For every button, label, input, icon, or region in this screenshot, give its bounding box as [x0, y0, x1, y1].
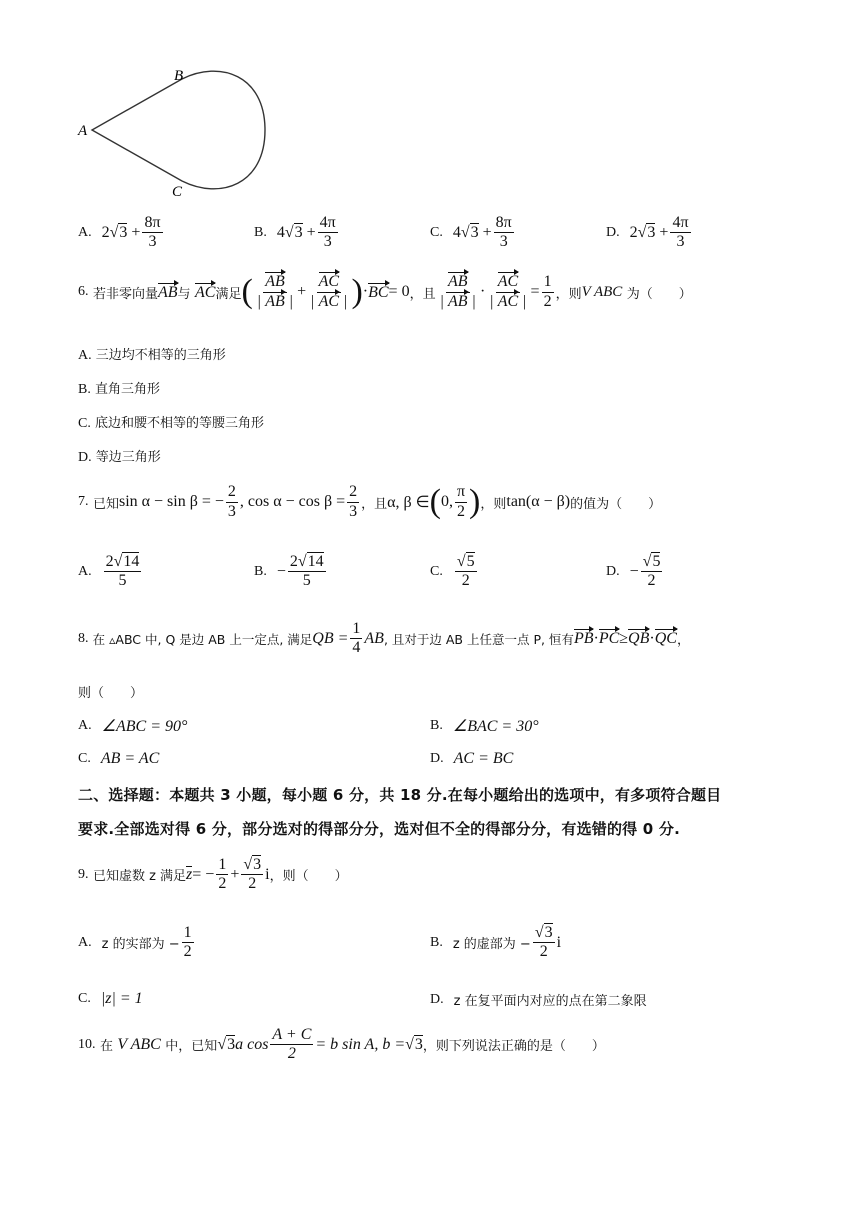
- q6-option-c[interactable]: C. 底边和腰不相等的等腰三角形: [78, 416, 264, 431]
- q10-text-2: 中，已知: [165, 1039, 218, 1055]
- q5-option-c-label: C.: [430, 224, 443, 240]
- q5-option-b[interactable]: B. 4 √ 3 + $\frac{4\pi}{3}$: [254, 214, 336, 251]
- q8-vec-qb: QB: [628, 630, 650, 648]
- q7-option-a[interactable]: A. $\frac{2√14}{5}$: [78, 553, 140, 590]
- section2-line-1: 二、选择题：本题共 3 小题，每小题 6 分，共 18 分.在每小题给出的选项中，有多项符合题目: [78, 786, 722, 804]
- q10-triangle: V ABC: [117, 1035, 161, 1053]
- q5-option-a-rad: 3: [119, 224, 128, 242]
- q9-zbar: z: [186, 866, 193, 884]
- q8-vec-qc: QC: [654, 630, 677, 648]
- point-b-label: B: [174, 68, 184, 84]
- q10-text-3: ，则下列说法正确的是（ ）: [422, 1039, 605, 1055]
- q6-number: 6.: [78, 284, 89, 299]
- q6-vec-bc: BC: [368, 283, 389, 301]
- q5-option-d-coef: 2: [629, 223, 638, 241]
- q8-number: 8.: [78, 630, 89, 646]
- q8-option-b[interactable]: B. ∠BAC = 30°: [430, 718, 539, 735]
- q5-option-a-num: 8π: [142, 214, 162, 233]
- q5-option-b-label: B.: [254, 224, 267, 240]
- q7-expr-1: sin α − sin β = −: [118, 493, 224, 510]
- q8-qb: QB =: [312, 629, 349, 647]
- q5-option-d[interactable]: D. 2 √ 3 + $\frac{4\pi}{3}$: [606, 214, 689, 251]
- q6-text-4: ，且: [409, 286, 436, 302]
- q5-option-a[interactable]: A. 2 √ 3 + $\frac{8\pi}{3}$: [78, 214, 161, 251]
- q6-half-num: 1: [542, 273, 554, 292]
- q6-frac3-den: AB: [448, 292, 468, 310]
- q6-frac3-num: AB: [448, 273, 468, 291]
- q6-frac1-den: AB: [265, 292, 285, 310]
- q7-option-b[interactable]: B. − $\frac{2√14}{5}$: [254, 553, 324, 590]
- q8-ab: AB: [364, 629, 384, 647]
- q9-option-c[interactable]: C. |z| = 1: [78, 990, 143, 1007]
- q8-line-2: 则（ ）: [78, 686, 144, 701]
- q7-expr-3: α, β ∈: [387, 494, 430, 511]
- q5-option-c-den: 3: [499, 233, 508, 251]
- q7-option-d[interactable]: D. − $\frac{√5}{2}$: [606, 553, 661, 590]
- q7-expr-4: tan(α − β): [506, 493, 571, 510]
- q10-expr-2: = b sin A, b =: [315, 1035, 406, 1053]
- q9-option-d[interactable]: D. z 在复平面内对应的点在第二象限: [430, 991, 647, 1009]
- q9-plus: +: [230, 865, 240, 883]
- q8-vec-pc: PC: [598, 630, 620, 648]
- q5-option-b-coef: 4: [276, 223, 285, 241]
- q8-frac-num: 1: [350, 620, 362, 639]
- q8-text-3: ，: [676, 633, 690, 649]
- teardrop-curve: [92, 71, 265, 189]
- q9-frac2-den: 2: [248, 875, 257, 893]
- q6-frac2-den: AC: [318, 292, 340, 310]
- q5-option-d-den: 3: [676, 233, 685, 251]
- q6-text-2: 与: [177, 286, 191, 302]
- q6-vec-ab: AB: [157, 283, 178, 301]
- q9-stem: 9. 已知虚数 z 满足 z = − $\frac{1}{2}$ + $\frac{√3}{2}$ i ，则（ ）: [78, 856, 348, 893]
- q10-text-1: 在: [99, 1039, 113, 1055]
- q10-rad-2: 3: [414, 1036, 423, 1054]
- q6-frac4-num: AC: [497, 273, 519, 291]
- q7-frac1-den: 3: [227, 502, 236, 520]
- q7-frac2-num: 2: [347, 483, 359, 502]
- q9-frac1-num: 1: [216, 856, 228, 875]
- q6-option-b[interactable]: B. 直角三角形: [78, 382, 160, 397]
- q6-vec-ac: AC: [194, 283, 216, 301]
- q10-expr-1: a cos: [235, 1035, 269, 1053]
- q5-option-a-den: 3: [148, 233, 157, 251]
- q8-text-2: , 且对于边 AB 上任意一点 P, 恒有: [383, 631, 574, 647]
- q7-text-1: 已知: [92, 496, 119, 512]
- q7-text-3: ，则: [480, 496, 507, 512]
- q8-ge: ≥: [619, 629, 629, 647]
- point-a-label: A: [78, 123, 88, 139]
- q6-frac4-den: AC: [497, 292, 519, 310]
- q5-option-b-rad: 3: [294, 224, 303, 242]
- q6-frac2-num: AC: [318, 273, 340, 291]
- q6-stem: 6. 若非零向量 AB 与 AC 满足 ( $\frac{AB}{| AB |}$ + $\frac{AC}{| AC |}$ ) · BC = 0 ，且 $\frac{AB}{| AB |}$ · $\frac{AC}{| AC |}$ = $\frac{1}{2}$ ，则 V ABC 为（ ）: [78, 273, 692, 310]
- q5-option-b-den: 3: [323, 233, 332, 251]
- q10-frac-num: A + C: [270, 1026, 313, 1045]
- q9-rad: 3: [253, 856, 262, 873]
- point-c-label: C: [172, 184, 183, 200]
- q9-eq: = −: [192, 865, 215, 883]
- q7-text-4: 的值为（ ）: [570, 496, 662, 512]
- q6-eq-zero: = 0: [388, 283, 410, 300]
- q8-vec-pb: PB: [573, 630, 594, 648]
- q8-text-1: 在 ▵ABC 中, Q 是边 AB 上一定点, 满足: [92, 631, 313, 647]
- q9-frac1-den: 2: [218, 875, 227, 893]
- q5-option-d-label: D.: [606, 224, 620, 240]
- q9-option-b[interactable]: B. z 的虚部为 − $\frac{√3}{2}$ i: [430, 924, 562, 961]
- q5-option-d-rad: 3: [647, 224, 656, 242]
- q6-frac1-num: AB: [265, 273, 285, 291]
- q10-number: 10.: [78, 1036, 96, 1052]
- q5-option-b-num: 4π: [318, 214, 338, 233]
- section2-line-2: 要求.全部选对得 6 分，部分选对的得部分分，选对但不全的得部分分，有选错的得 0 分.: [78, 820, 680, 838]
- q6-option-a[interactable]: A. 三边均不相等的三角形: [78, 348, 226, 363]
- q6-text-1: 若非零向量: [92, 286, 158, 302]
- q5-option-a-label: A.: [78, 224, 92, 240]
- q8-option-a[interactable]: A. ∠ABC = 90°: [78, 718, 188, 735]
- q5-option-a-coef: 2: [101, 223, 110, 241]
- q5-option-c-num: 8π: [494, 214, 514, 233]
- q9-option-a[interactable]: A. z 的实部为 − $\frac{1}{2}$: [78, 924, 192, 961]
- q7-option-c[interactable]: C. $\frac{√5}{2}$: [430, 553, 475, 590]
- q9-text-2: ，则（ ）: [269, 869, 348, 885]
- q9-text-1: 已知虚数 z 满足: [92, 869, 187, 885]
- q8-option-d[interactable]: D. AC = BC: [430, 750, 514, 767]
- q8-stem: 8. 在 ▵ABC 中, Q 是边 AB 上一定点, 满足 QB = $\frac{1}{4}$ AB , 且对于边 AB 上任意一点 P, 恒有 PB · PC ≥ QB · QC ，: [78, 620, 690, 657]
- q5-option-d-num: 4π: [670, 214, 690, 233]
- q6-text-5: ，则: [555, 286, 582, 302]
- q6-option-d[interactable]: D. 等边三角形: [78, 450, 161, 465]
- q8-option-c[interactable]: C. AB = AC: [78, 750, 160, 767]
- q5-option-c-coef: 4: [452, 223, 461, 241]
- q6-text-3: 满足: [215, 286, 242, 302]
- q7-text-2: ，且: [361, 496, 388, 512]
- q7-expr-2: , cos α − cos β =: [239, 493, 346, 510]
- q10-stem: 10. 在 V ABC 中，已知 √ 3 a cos $\frac{A + C}{2}$ = b sin A, b = √ 3 ，则下列说法正确的是（ ）: [78, 1026, 605, 1063]
- q10-frac-den: 2: [287, 1045, 296, 1063]
- teardrop-figure: [70, 60, 280, 205]
- q6-text-6: 为（ ）: [626, 286, 692, 302]
- q9-i: i: [265, 865, 270, 883]
- q7-two: 2: [456, 502, 465, 520]
- q7-stem: 7. 已知 sin α − sin β = − $\frac{2}{3}$ , cos α − cos β = $\frac{2}{3}$ ，且 α, β ∈ ( 0, $\frac{\pi}{2}$ ) ，则 tan(α − β) 的值为（ ）: [78, 483, 662, 520]
- q5-option-c-rad: 3: [470, 224, 479, 242]
- q7-frac1-num: 2: [226, 483, 238, 502]
- q7-frac2-den: 3: [349, 502, 358, 520]
- q5-option-c[interactable]: C. 4 √ 3 + $\frac{8\pi}{3}$: [430, 214, 512, 251]
- q9-number: 9.: [78, 866, 89, 882]
- q7-interval-left: 0,: [440, 493, 453, 510]
- q8-frac-den: 4: [352, 639, 361, 657]
- q7-pi: π: [455, 483, 467, 502]
- q10-rad: 3: [227, 1036, 236, 1054]
- q7-number: 7.: [78, 494, 89, 509]
- q6-half-den: 2: [543, 292, 552, 310]
- q6-triangle: V ABC: [581, 283, 623, 300]
